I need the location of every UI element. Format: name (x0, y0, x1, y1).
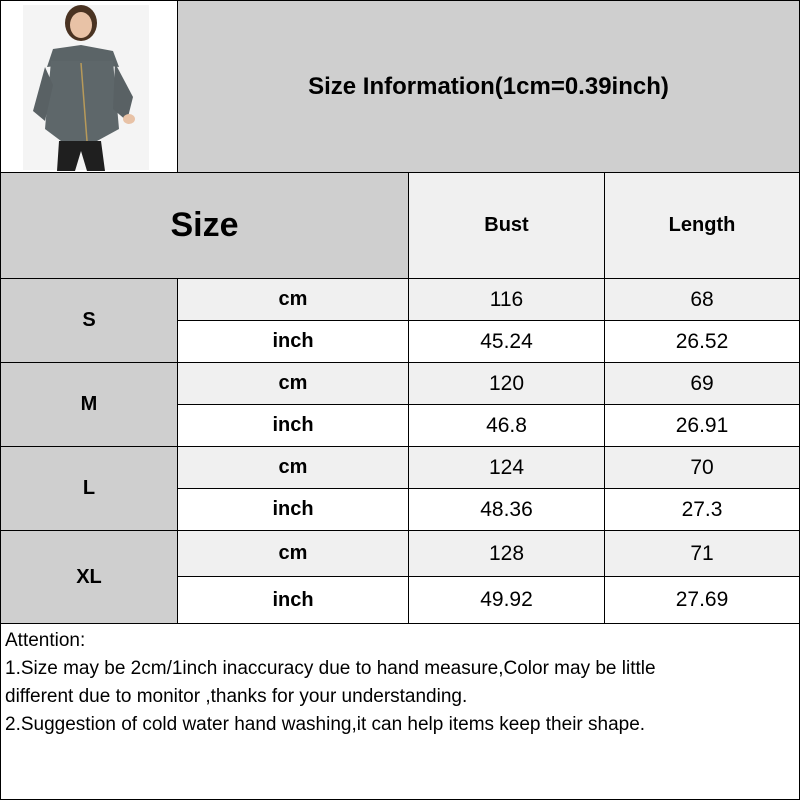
page-title: Size Information(1cm=0.39inch) (308, 72, 669, 100)
unit-cell (178, 531, 409, 577)
length-value-cell (605, 279, 799, 321)
length-value-cell (605, 363, 799, 405)
attention-notes (5, 627, 795, 739)
length-header-cell (605, 173, 799, 279)
length-value-cell (605, 489, 799, 531)
unit-cell (178, 447, 409, 489)
length-value-cell (605, 577, 799, 624)
length-value: 69 (690, 371, 714, 395)
bust-value-cell (409, 363, 605, 405)
length-value: 26.91 (675, 413, 729, 437)
length-value: 71 (690, 541, 714, 565)
bust-value: 116 (489, 287, 524, 311)
unit-label: cm (278, 542, 308, 564)
attention-line-1: 1.Size may be 2cm/1inch inaccuracy due to hand measure,Color may be little (5, 658, 656, 679)
bust-value-cell (409, 321, 605, 363)
size-header-cell (1, 173, 409, 279)
length-value-cell (605, 531, 799, 577)
unit-cell (178, 489, 409, 531)
unit-label: inch (272, 414, 314, 436)
unit-cell (178, 363, 409, 405)
bust-value: 128 (488, 541, 525, 565)
size-label-cell (1, 447, 178, 531)
unit-label: cm (278, 456, 308, 478)
length-column-header: Length (668, 214, 736, 236)
woman-wearing-gray-zip-jacket-photo (1, 1, 177, 172)
bust-header-cell (409, 173, 605, 279)
unit-label: cm (278, 372, 308, 394)
bust-value-cell (409, 531, 605, 577)
unit-cell (178, 321, 409, 363)
bust-value: 48.36 (480, 497, 533, 521)
length-value-cell (605, 321, 799, 363)
unit-label: inch (272, 588, 314, 611)
bust-value: 46.8 (486, 413, 527, 437)
size-label: L (82, 477, 96, 499)
size-label-cell (1, 279, 178, 363)
bust-value-cell (409, 577, 605, 624)
unit-cell (178, 279, 409, 321)
attention-heading: Attention: (5, 630, 86, 651)
length-value: 27.3 (681, 497, 723, 521)
unit-label: cm (278, 288, 308, 310)
bust-value-cell (409, 405, 605, 447)
bust-value: 124 (488, 455, 525, 479)
bust-value: 120 (488, 371, 525, 395)
length-value: 27.69 (675, 588, 729, 611)
size-label-cell (1, 531, 178, 624)
length-value: 68 (690, 287, 714, 311)
bust-column-header: Bust (484, 214, 529, 236)
bust-value-cell (409, 489, 605, 531)
size-label-cell (1, 363, 178, 447)
attention-line-3: 2.Suggestion of cold water hand washing,it can help items keep their shape. (5, 714, 646, 735)
length-value: 26.52 (675, 329, 729, 353)
bust-value: 45.24 (480, 329, 533, 353)
length-value-cell (605, 405, 799, 447)
unit-label: inch (272, 498, 314, 520)
unit-label: inch (272, 330, 314, 352)
size-column-header: Size (170, 206, 239, 244)
attention-line-2: different due to monitor ,thanks for your understanding. (5, 686, 468, 707)
bust-value-cell (409, 447, 605, 489)
length-value: 70 (690, 455, 714, 479)
size-label: M (80, 393, 98, 415)
unit-cell (178, 405, 409, 447)
size-info-title-cell (178, 1, 799, 173)
size-label: S (82, 309, 96, 331)
bust-value-cell (409, 279, 605, 321)
bust-value: 49.92 (480, 588, 533, 611)
product-photo (1, 1, 178, 173)
size-label: XL (76, 565, 102, 588)
length-value-cell (605, 447, 799, 489)
unit-cell (178, 577, 409, 624)
